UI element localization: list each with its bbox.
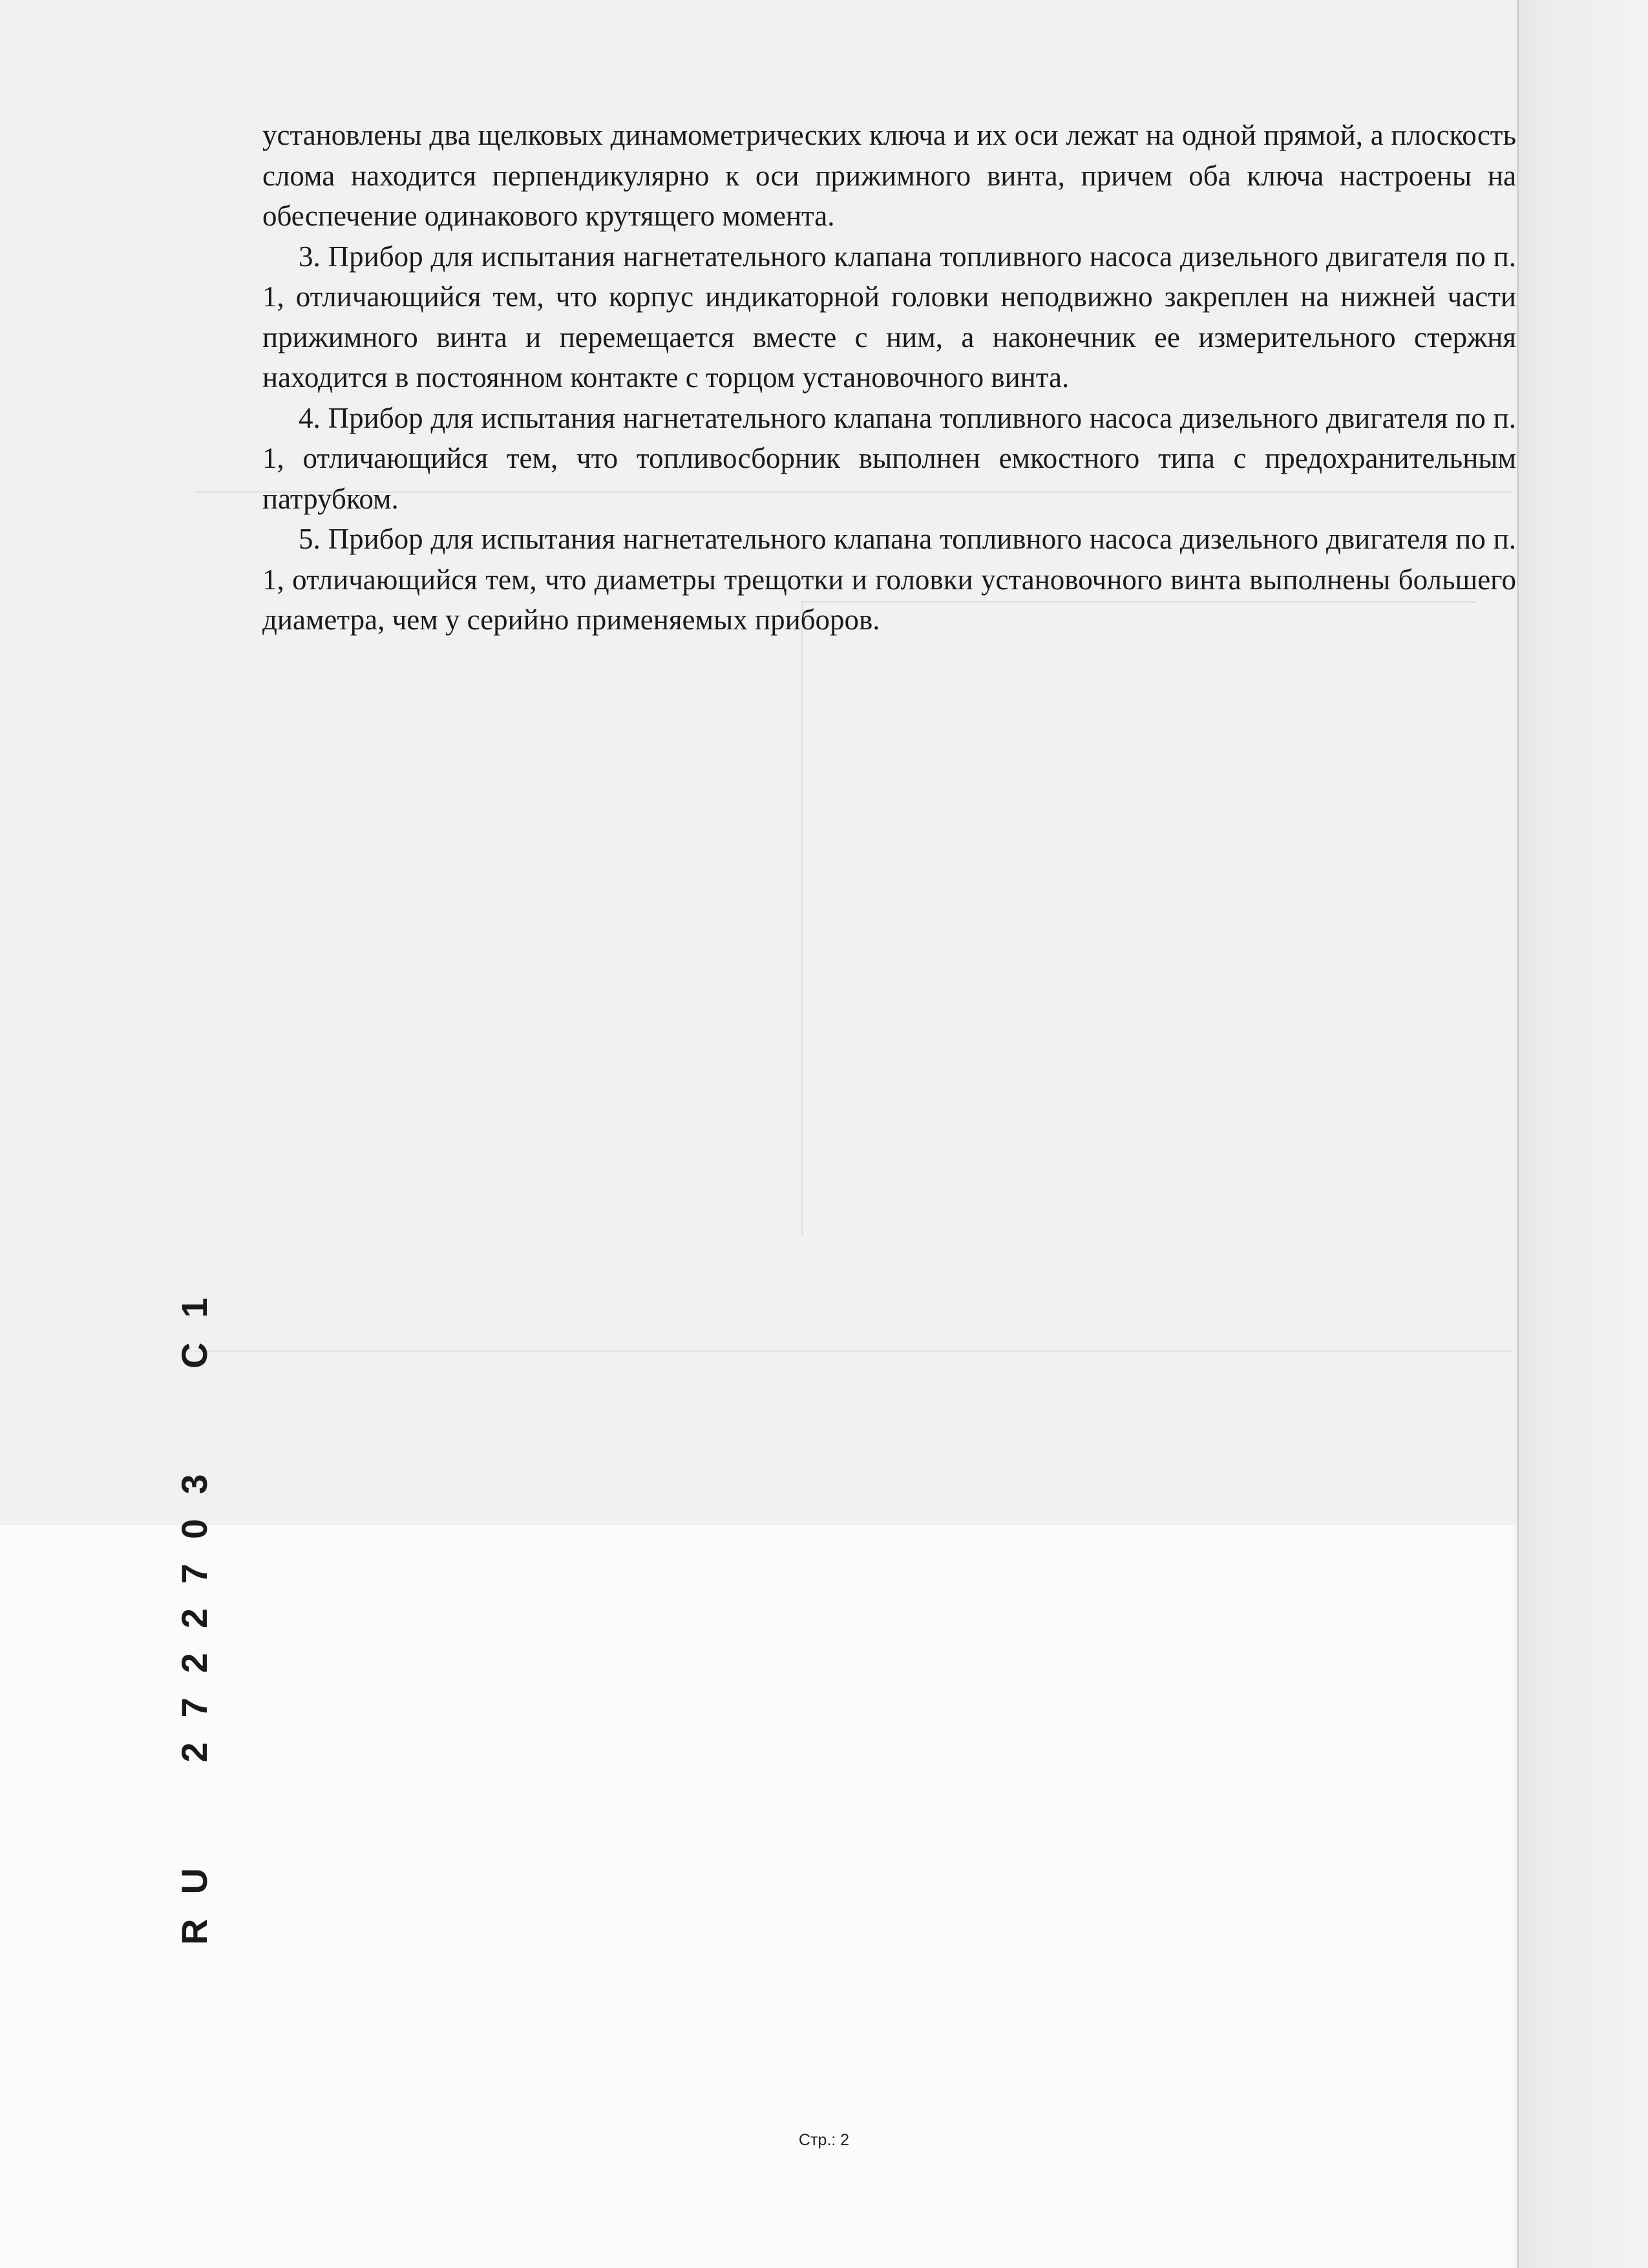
- patent-country-code: RU: [174, 1843, 215, 1945]
- page-number: Стр.: 2: [798, 2131, 850, 2149]
- patent-code-vertical: [173, 1250, 215, 1945]
- patent-number: 2722703: [174, 1449, 215, 1763]
- scan-edge-shadow: [1517, 0, 1648, 2268]
- claim-3: 3. Прибор для испытания нагнетательного клапана топливного насоса дизельного двигателя по п. 1, отличающийся тем, что корпус индикаторной головки неподвижно закреплен на нижней части прижимного винта и перемещается вместе с ним, а наконечник ее измерительного стержня находится в постоянном контакте с торцом установочного винта.: [262, 240, 1516, 394]
- claims-text: [262, 115, 1516, 640]
- patent-kind-code: C1: [174, 1273, 215, 1369]
- claim-continuation: установлены два щелковых динамометрических ключа и их оси лежат на одной прямой, а плоскость слома находится перпендикулярно к оси прижимного винта, причем оба ключа настроены на обеспечение одинакового крутящего момента.: [262, 119, 1516, 232]
- claim-4: 4. Прибор для испытания нагнетательного клапана топливного насоса дизельного двигателя по п. 1, отличающийся тем, что топливосборник выполнен емкостного типа с предохранительным патрубком.: [262, 401, 1516, 515]
- reverse-side-ghost-frame: [801, 601, 1475, 1236]
- reverse-side-ghost-rule: [194, 1350, 1512, 1352]
- claim-5: 5. Прибор для испытания нагнетательного клапана топливного насоса дизельного двигателя по п. 1, отличающийся тем, что диаметры трещотки и головки установочного винта выполнены большего диаметра, чем у серийно применяемых приборов.: [262, 523, 1516, 636]
- blank-lower-area: [0, 1525, 1512, 2268]
